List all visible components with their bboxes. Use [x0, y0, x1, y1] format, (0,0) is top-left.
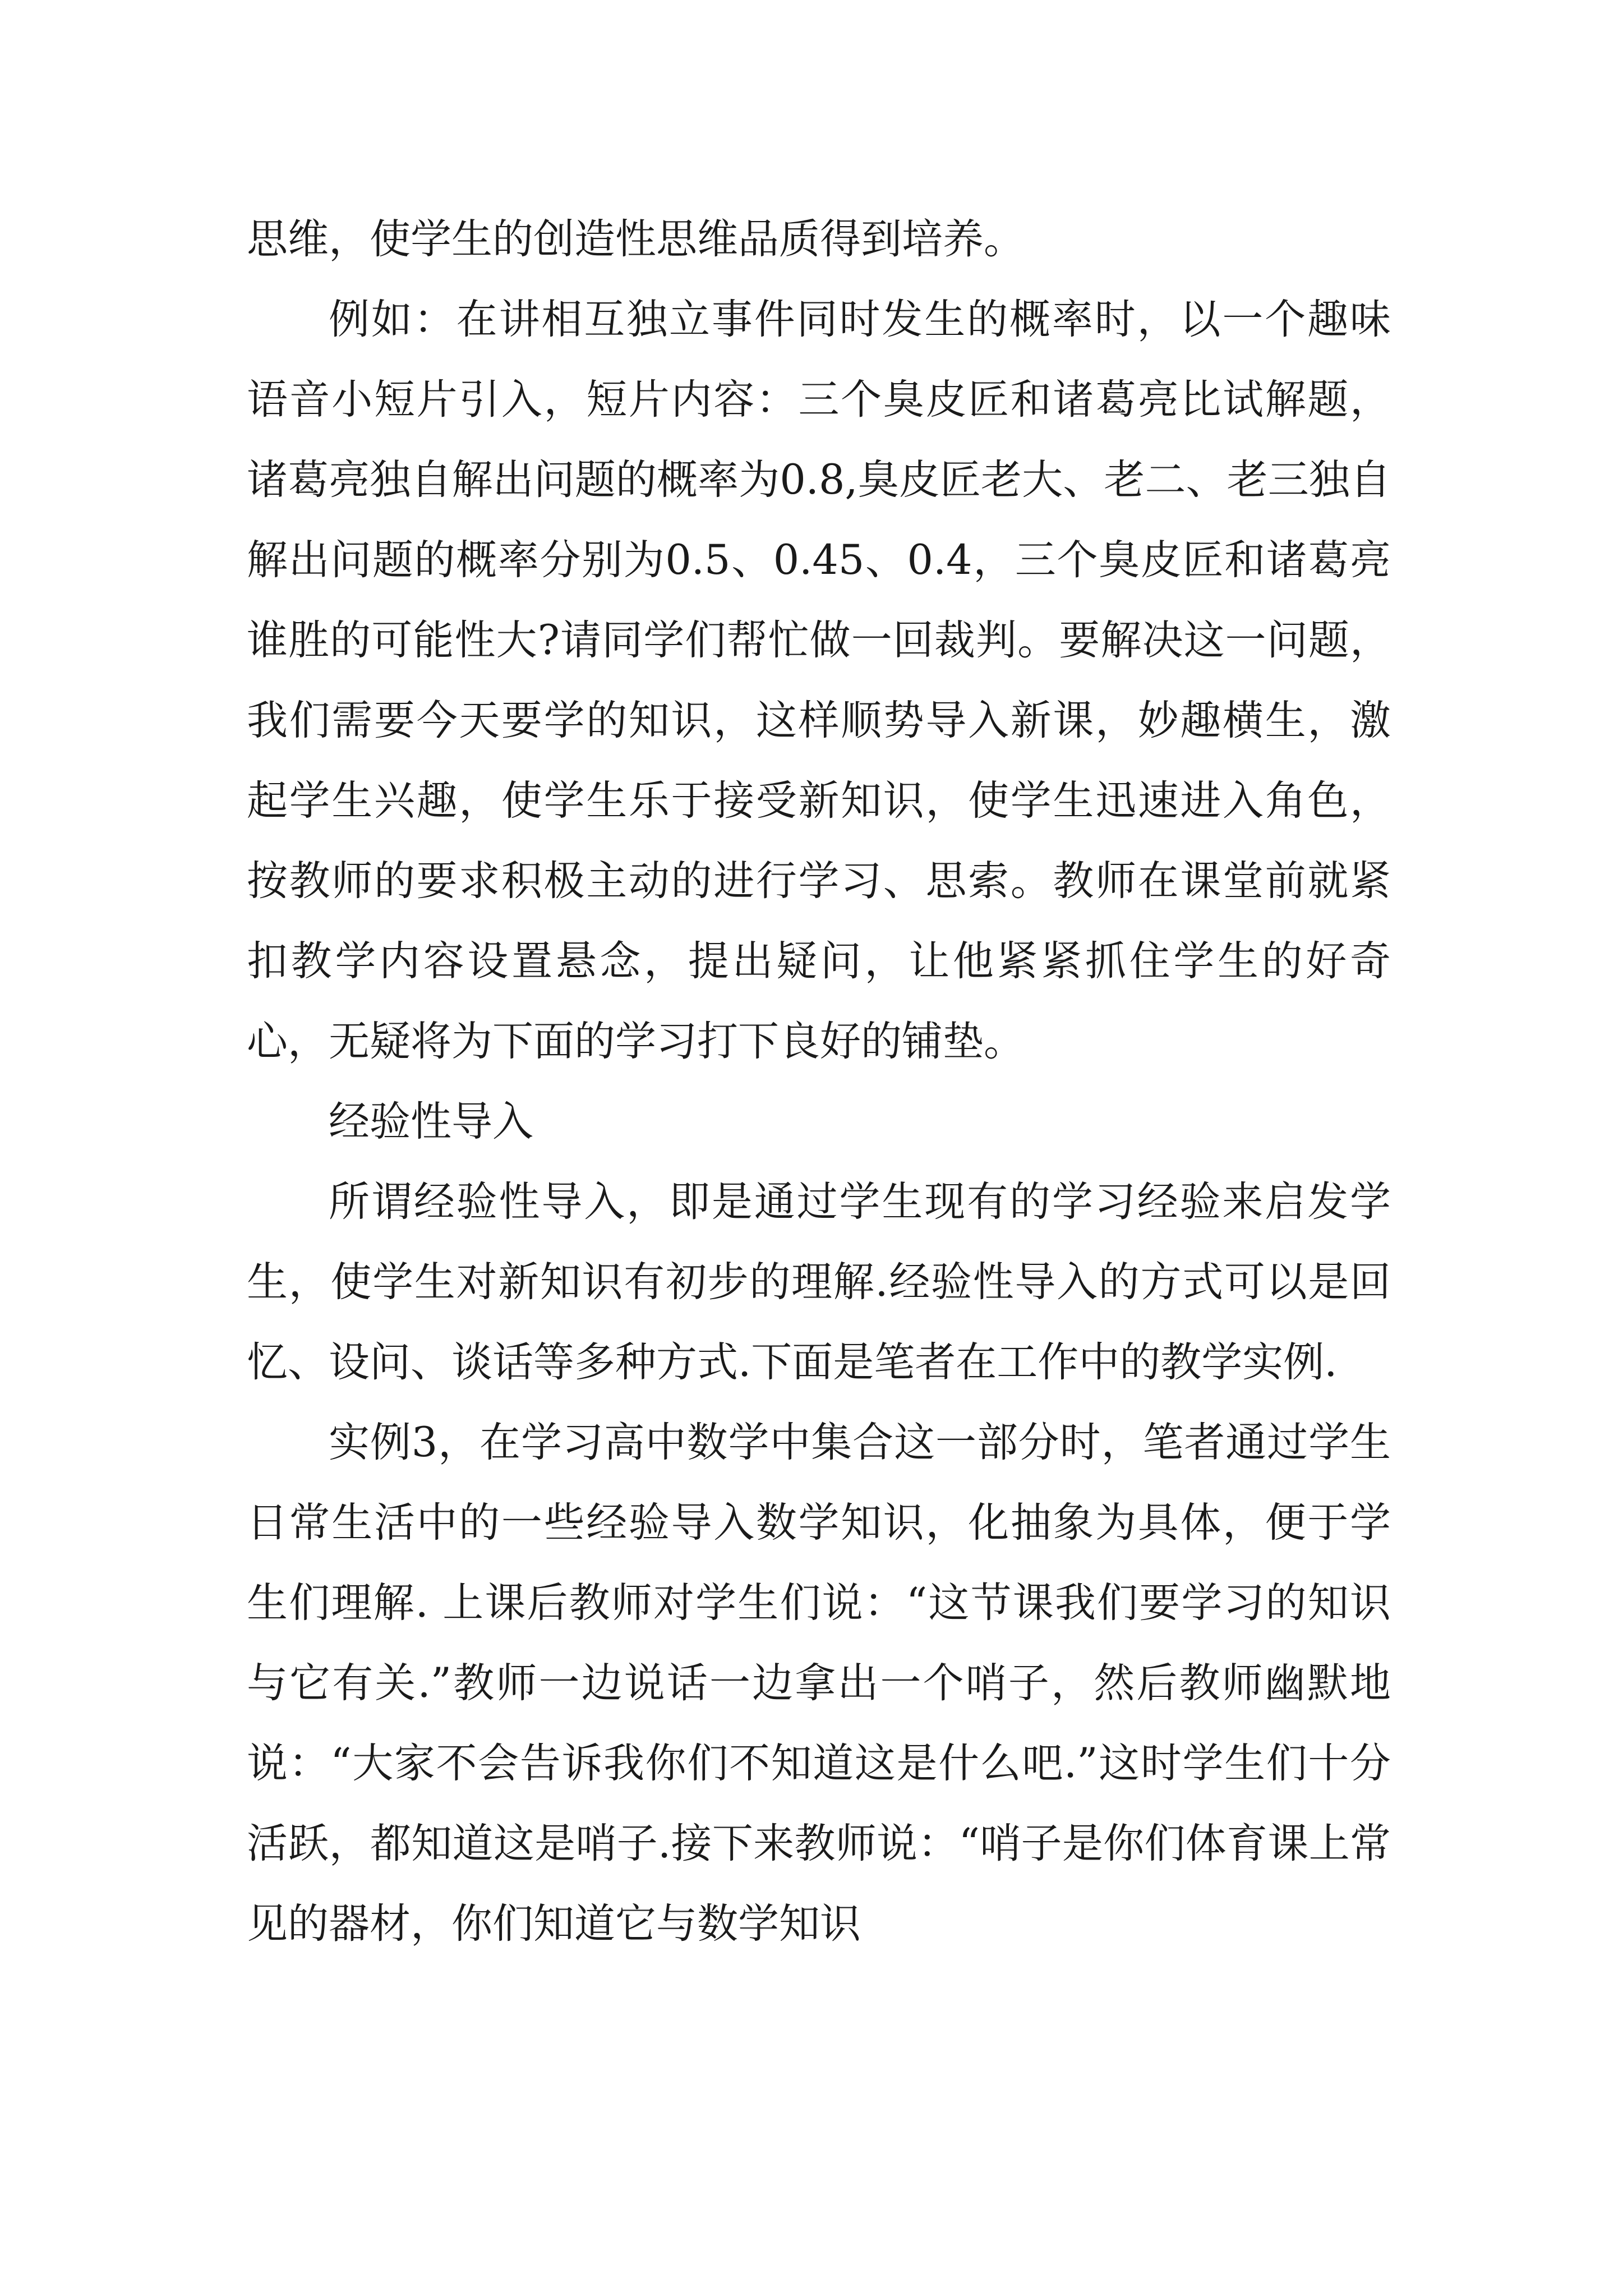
- document-body: [247, 199, 1391, 1964]
- paragraph-example: 例如：在讲相互独立事件同时发生的概率时，以一个趣味语音小短片引入，短片内容：三个臭皮匠和诸葛亮比试解题，诸葛亮独自解出问题的概率为0.8,臭皮匠老大、老二、老三独自解出问题的概率分别为0.5、0.45、0.4，三个臭皮匠和诸葛亮谁胜的可能性大?请同学们帮忙做一回裁判。要解决这一问题，我们需要今天要学的知识，这样顺势导入新课，妙趣横生，激起学生兴趣，使学生乐于接受新知识，使学生迅速进入角色，按教师的要求积极主动的进行学习、思索。教师在课堂前就紧扣教学内容设置悬念，提出疑问，让他紧紧抓住学生的好奇心，无疑将为下面的学习打下良好的铺垫。: [247, 296, 1391, 1065]
- section-heading-experiential-intro: 经验性导入: [329, 1098, 533, 1145]
- paragraph-continuation: 思维，使学生的创造性思维品质得到培养。: [247, 215, 1025, 263]
- paragraph-example-3: 实例3，在学习高中数学中集合这一部分时，笔者通过学生日常生活中的一些经验导入数学知识，化抽象为具体，便于学生们理解. 上课后教师对学生们说：“这节课我们要学习的知识与它有关.”教师一边说话一边拿出一个哨子，然后教师幽默地说：“大家不会告诉我你们不知道这是什么吧.”这时学生们十分活跃，都知道这是哨子.接下来教师说：“哨子是你们体育课上常见的器材，你们知道它与数学知识: [247, 1419, 1391, 1948]
- paragraph-experiential-definition: 所谓经验性导入，即是通过学生现有的学习经验来启发学生，使学生对新知识有初步的理解.经验性导入的方式可以是回忆、设问、谈话等多种方式.下面是笔者在工作中的教学实例.: [247, 1178, 1391, 1386]
